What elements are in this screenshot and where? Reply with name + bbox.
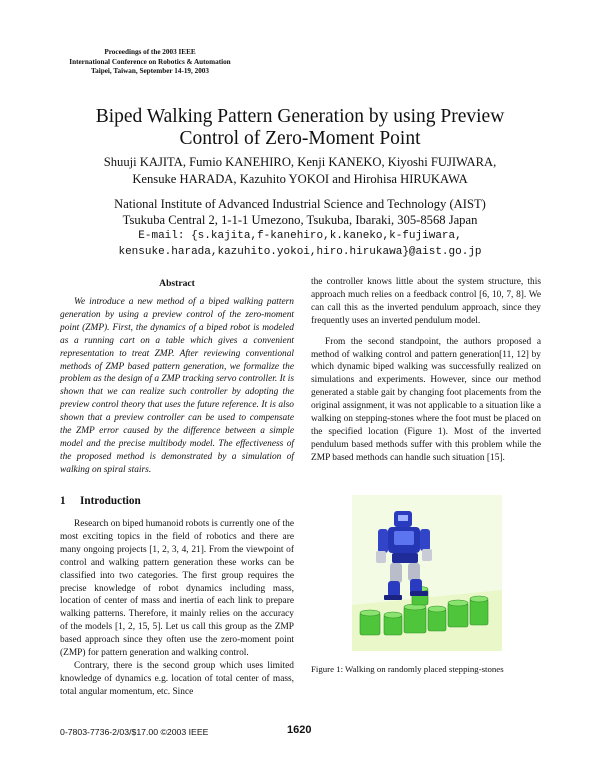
paper-title <box>40 106 560 150</box>
email-block <box>40 228 560 260</box>
right-column-body <box>311 276 541 465</box>
email-line-2: kensuke.harada,kazuhito.yokoi,hiro.hirukawa}@aist.go.jp <box>118 246 482 258</box>
robot-simulation-image <box>352 495 502 651</box>
affiliation-line-1: National Institute of Advanced Industrial Science and Technology (AIST) <box>114 197 486 211</box>
affiliation <box>40 196 560 228</box>
section-heading-introduction <box>60 495 141 507</box>
section-title: Introduction <box>80 495 141 507</box>
isbn-copyright: 0-7803-7736-2/03/$17.00 ©2003 IEEE <box>60 727 209 737</box>
authors-line-1: Shuuji KAJITA, Fumio KANEHIRO, Kenji KANEKO, Kiyoshi FUJIWARA, <box>103 155 497 169</box>
page-number: 1620 <box>287 724 312 736</box>
author-list <box>40 154 560 188</box>
right-paragraph-2: From the second standpoint, the authors proposed a method of walking control and pattern generation[11, 12] by which dynamic biped walking was successfully realized on simulations and experiments. However, since our method generated a stable gait by changing foot placements from the original assignment, it was not applicable to a situation like a walking on stepping-stones where the foot must be placed on the specified location (Figure 1). Most of the inverted pendulum based methods suffer with this problem while the ZMP based methods can handle such situation [15]. <box>311 336 541 463</box>
section-number: 1 <box>60 495 66 507</box>
proceedings-line-3: Taipei, Taiwan, September 14-19, 2003 <box>90 67 209 75</box>
right-paragraph-1: the controller knows little about the system structure, this approach much relies on a feedback control [6, 10, 7, 8]. We can call this as the inverted pendulum approach, since they frequently uses an inverted pendulum model. <box>311 277 541 326</box>
email-line-1: E-mail: {s.kajita,f-kanehiro,k.kaneko,k-fujiwara, <box>138 230 462 242</box>
abstract-paragraph: We introduce a new method of a biped walking pattern generation by using a preview control of the zero-moment point (ZMP). First, the dynamics of a biped robot is modeled as a running cart on a table which gives a convenient representation to treat ZMP. After reviewing conventional methods of ZMP based pattern generation, we formalize the problem as the design of a ZMP tracking servo controller. It is shown that we can realize such controller by adopting the preview control theory that uses the future reference. It is also shown that a preview controller can be used to compensate the ZMP error caused by the difference between a simple model and the precise multibody model. The effectiveness of the proposed method is demonstrated by a simulation of walking on spiral stairs. <box>60 297 294 475</box>
intro-paragraph-1: Research on biped humanoid robots is currently one of the most exciting topics in the field of robotics and there are many ongoing projects [1, 2, 3, 4, 21]. From the viewpoint of control and walking pattern generation these works can be classified into two categories. The first group requires the precise knowledge of robot dynamics including mass, location of center of mass and inertia of each link to prepare walking patterns. Therefore, it mainly relies on the accuracy of the models [1, 2, 15, 5]. Let us call this group as the ZMP based approach since they often use the zero-moment point (ZMP) for pattern generation and walking control. <box>60 519 294 659</box>
proceedings-line-2: International Conference on Robotics & Automation <box>69 57 231 66</box>
title-line-1: Biped Walking Pattern Generation by using Preview <box>95 106 505 127</box>
abstract-text <box>60 296 294 477</box>
figure-caption: Figure 1: Walking on randomly placed stepping-stones <box>311 664 504 674</box>
abstract-heading: Abstract <box>159 278 195 289</box>
proceedings-line-1: Proceedings of the 2003 IEEE <box>104 48 196 56</box>
authors-line-2: Kensuke HARADA, Kazuhito YOKOI and Hirohisa HIRUKAWA <box>132 172 468 186</box>
intro-paragraph-2: Contrary, there is the second group which uses limited knowledge of dynamics e.g. location of total center of mass, total angular momentum, etc. Since <box>60 660 294 697</box>
figure-robot-stepping-stones <box>352 495 502 651</box>
proceedings-header <box>55 48 245 77</box>
introduction-body <box>60 518 294 699</box>
title-line-2: Control of Zero-Moment Point <box>179 128 421 149</box>
affiliation-line-2: Tsukuba Central 2, 1-1-1 Umezono, Tsukuba, Ibaraki, 305-8568 Japan <box>122 213 478 227</box>
